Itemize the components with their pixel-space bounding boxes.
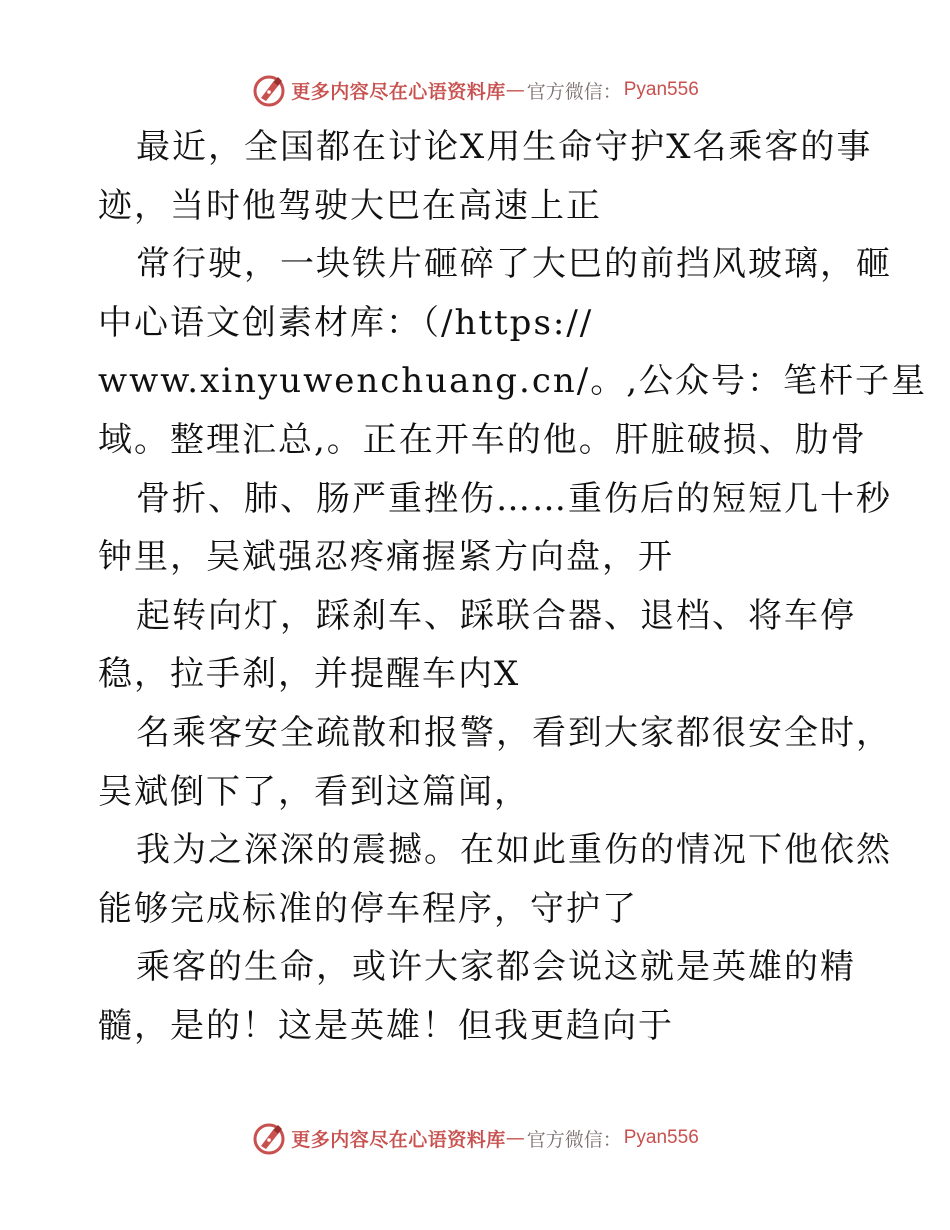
banner-text: 更多内容尽在心语资料库 <box>291 1128 506 1151</box>
header-banner <box>0 70 950 110</box>
text-line: 吴斌倒下了，看到这篇闻， <box>98 771 530 812</box>
banner-wechat-label: 官方微信： <box>526 80 622 103</box>
text-line: www.xinyuwenchuang.cn/。,公众号：笔杆子星 <box>98 361 928 402</box>
text-line: 起转向灯，踩刹车、踩联合器、退档、将车停 <box>136 595 856 636</box>
text-line: 迹，当时他驾驶大巴在高速上正 <box>98 185 602 226</box>
text-line: 乘客的生命，或许大家都会说这就是英雄的精 <box>136 947 856 988</box>
document-body <box>98 118 928 1056</box>
banner-wechat-id: Pyan556 <box>623 1127 699 1148</box>
text-line: 名乘客安全疏散和报警，看到大家都很安全时， <box>136 712 892 753</box>
text-line: 稳，拉手刹，并提醒车内X <box>98 654 521 695</box>
text-line: 常行驶，一块铁片砸碎了大巴的前挡风玻璃，砸 <box>136 244 892 285</box>
banner-wechat-id: Pyan556 <box>623 79 699 100</box>
text-line: 钟里，吴斌强忍疼痛握紧方向盘，开 <box>98 537 674 578</box>
pen-nib-circle-icon <box>251 72 287 108</box>
text-line: 域。整理汇总,。正在开车的他。肝脏破损、肋骨 <box>98 419 867 460</box>
banner-separator: — <box>505 1127 525 1149</box>
text-line: 中心语文创素材库：（/https:// <box>98 302 594 343</box>
pen-nib-circle-icon <box>251 1120 287 1156</box>
text-line: 能够完成标准的停车程序，守护了 <box>98 888 638 929</box>
text-line: 我为之深深的震撼。在如此重伤的情况下他依然 <box>136 830 892 871</box>
banner-separator: — <box>505 79 525 101</box>
text-line: 最近，全国都在讨论X用生命守护X名乘客的事 <box>136 127 873 167</box>
text-line: 骨折、肺、肠严重挫伤……重伤后的短短几十秒 <box>136 478 892 519</box>
banner-text: 更多内容尽在心语资料库 <box>291 80 506 103</box>
banner-wechat-label: 官方微信： <box>526 1128 622 1151</box>
text-line: 髓，是的！这是英雄！但我更趋向于 <box>98 1005 674 1046</box>
footer-banner <box>0 1118 950 1158</box>
